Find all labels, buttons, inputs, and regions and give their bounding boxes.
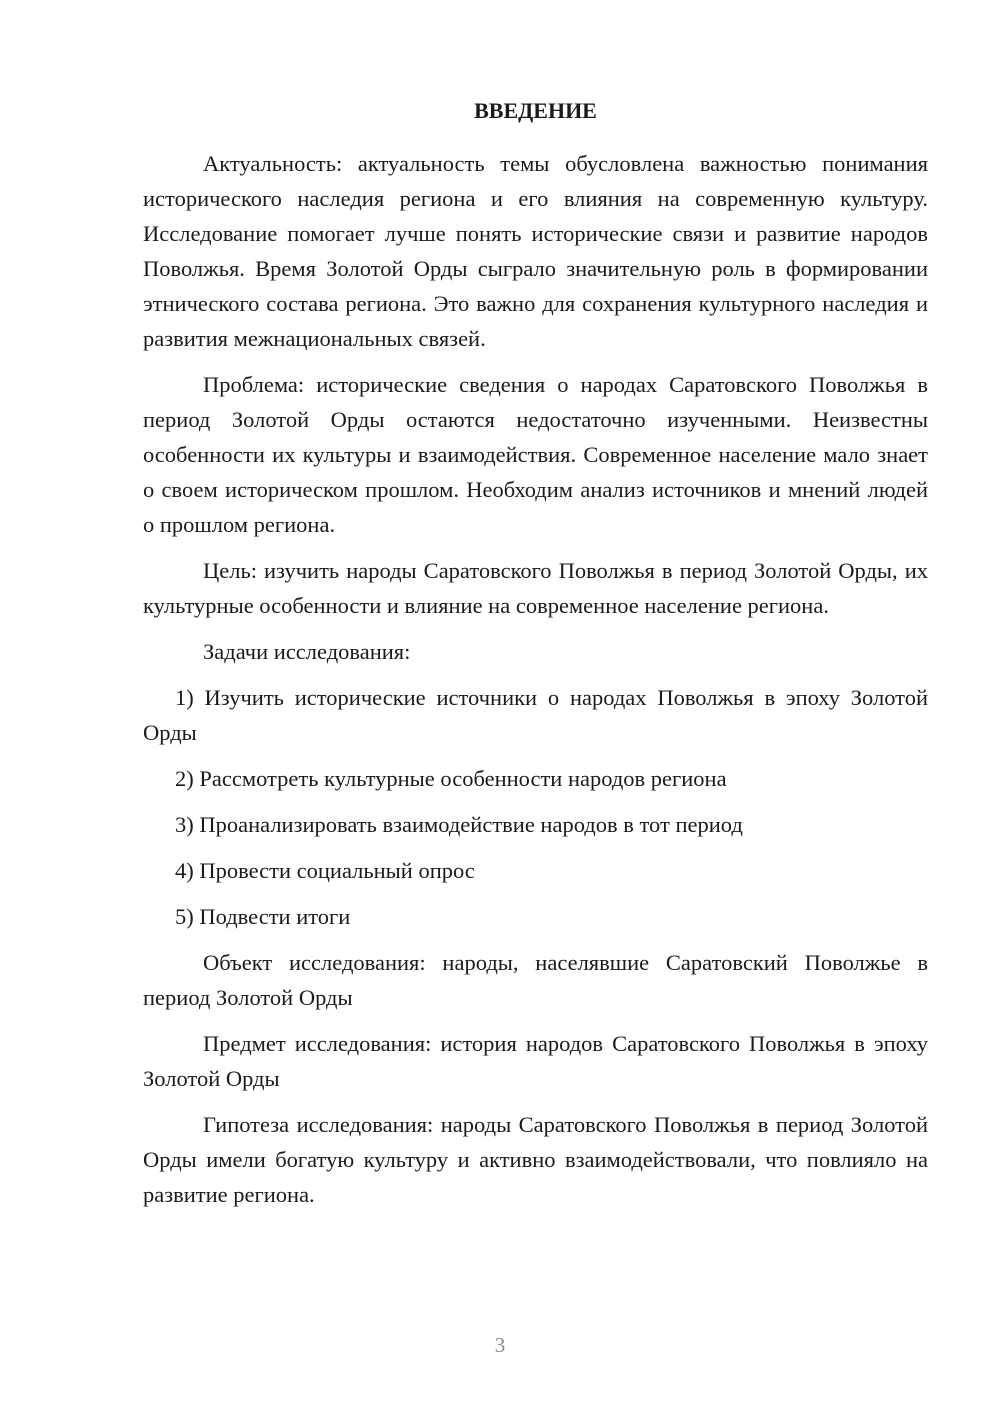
section-title: ВВЕДЕНИЕ	[474, 98, 597, 123]
subject-paragraph: Предмет исследования: история народов Саратовского Поволжья в эпоху Золотой Орды	[143, 1031, 928, 1091]
object-paragraph: Объект исследования: народы, населявшие Саратовский Поволжье в период Золотой Орды	[143, 950, 928, 1010]
document-page	[143, 95, 928, 1223]
task-item-1: 1) Изучить исторические источники о народах Поволжья в эпоху Золотой Орды	[143, 685, 928, 745]
relevance-paragraph: Актуальность: актуальность темы обусловлена важностью понимания исторического наследия региона и его влияния на современную культуру. Исследование помогает лучше понять исторические связи и развитие народов Поволжья. Время Золотой Орды сыграло значительную роль в формировании этнического состава региона. Это важно для сохранения культурного наследия и развития межнациональных связей.	[143, 151, 928, 351]
task-item-2: 2) Рассмотреть культурные особенности народов региона	[175, 766, 727, 791]
task-item-3: 3) Проанализировать взаимодействие народов в тот период	[175, 812, 743, 837]
hypothesis-paragraph: Гипотеза исследования: народы Саратовского Поволжья в период Золотой Орды имели богатую культуру и активно взаимодействовали, что повлияло на развитие региона.	[143, 1112, 928, 1207]
tasks-heading: Задачи исследования:	[203, 639, 411, 664]
goal-paragraph: Цель: изучить народы Саратовского Поволжья в период Золотой Орды, их культурные особенности и влияние на современное население региона.	[143, 558, 928, 618]
task-item-4: 4) Провести социальный опрос	[175, 858, 475, 883]
page-number: 3	[494, 1333, 506, 1357]
problem-paragraph: Проблема: исторические сведения о народах Саратовского Поволжья в период Золотой Орды остаются недостаточно изученными. Неизвестны особенности их культуры и взаимодействия. Современное население мало знает о своем историческом прошлом. Необходим анализ источников и мнений людей о прошлом региона.	[143, 372, 928, 537]
task-item-5: 5) Подвести итоги	[175, 904, 351, 929]
